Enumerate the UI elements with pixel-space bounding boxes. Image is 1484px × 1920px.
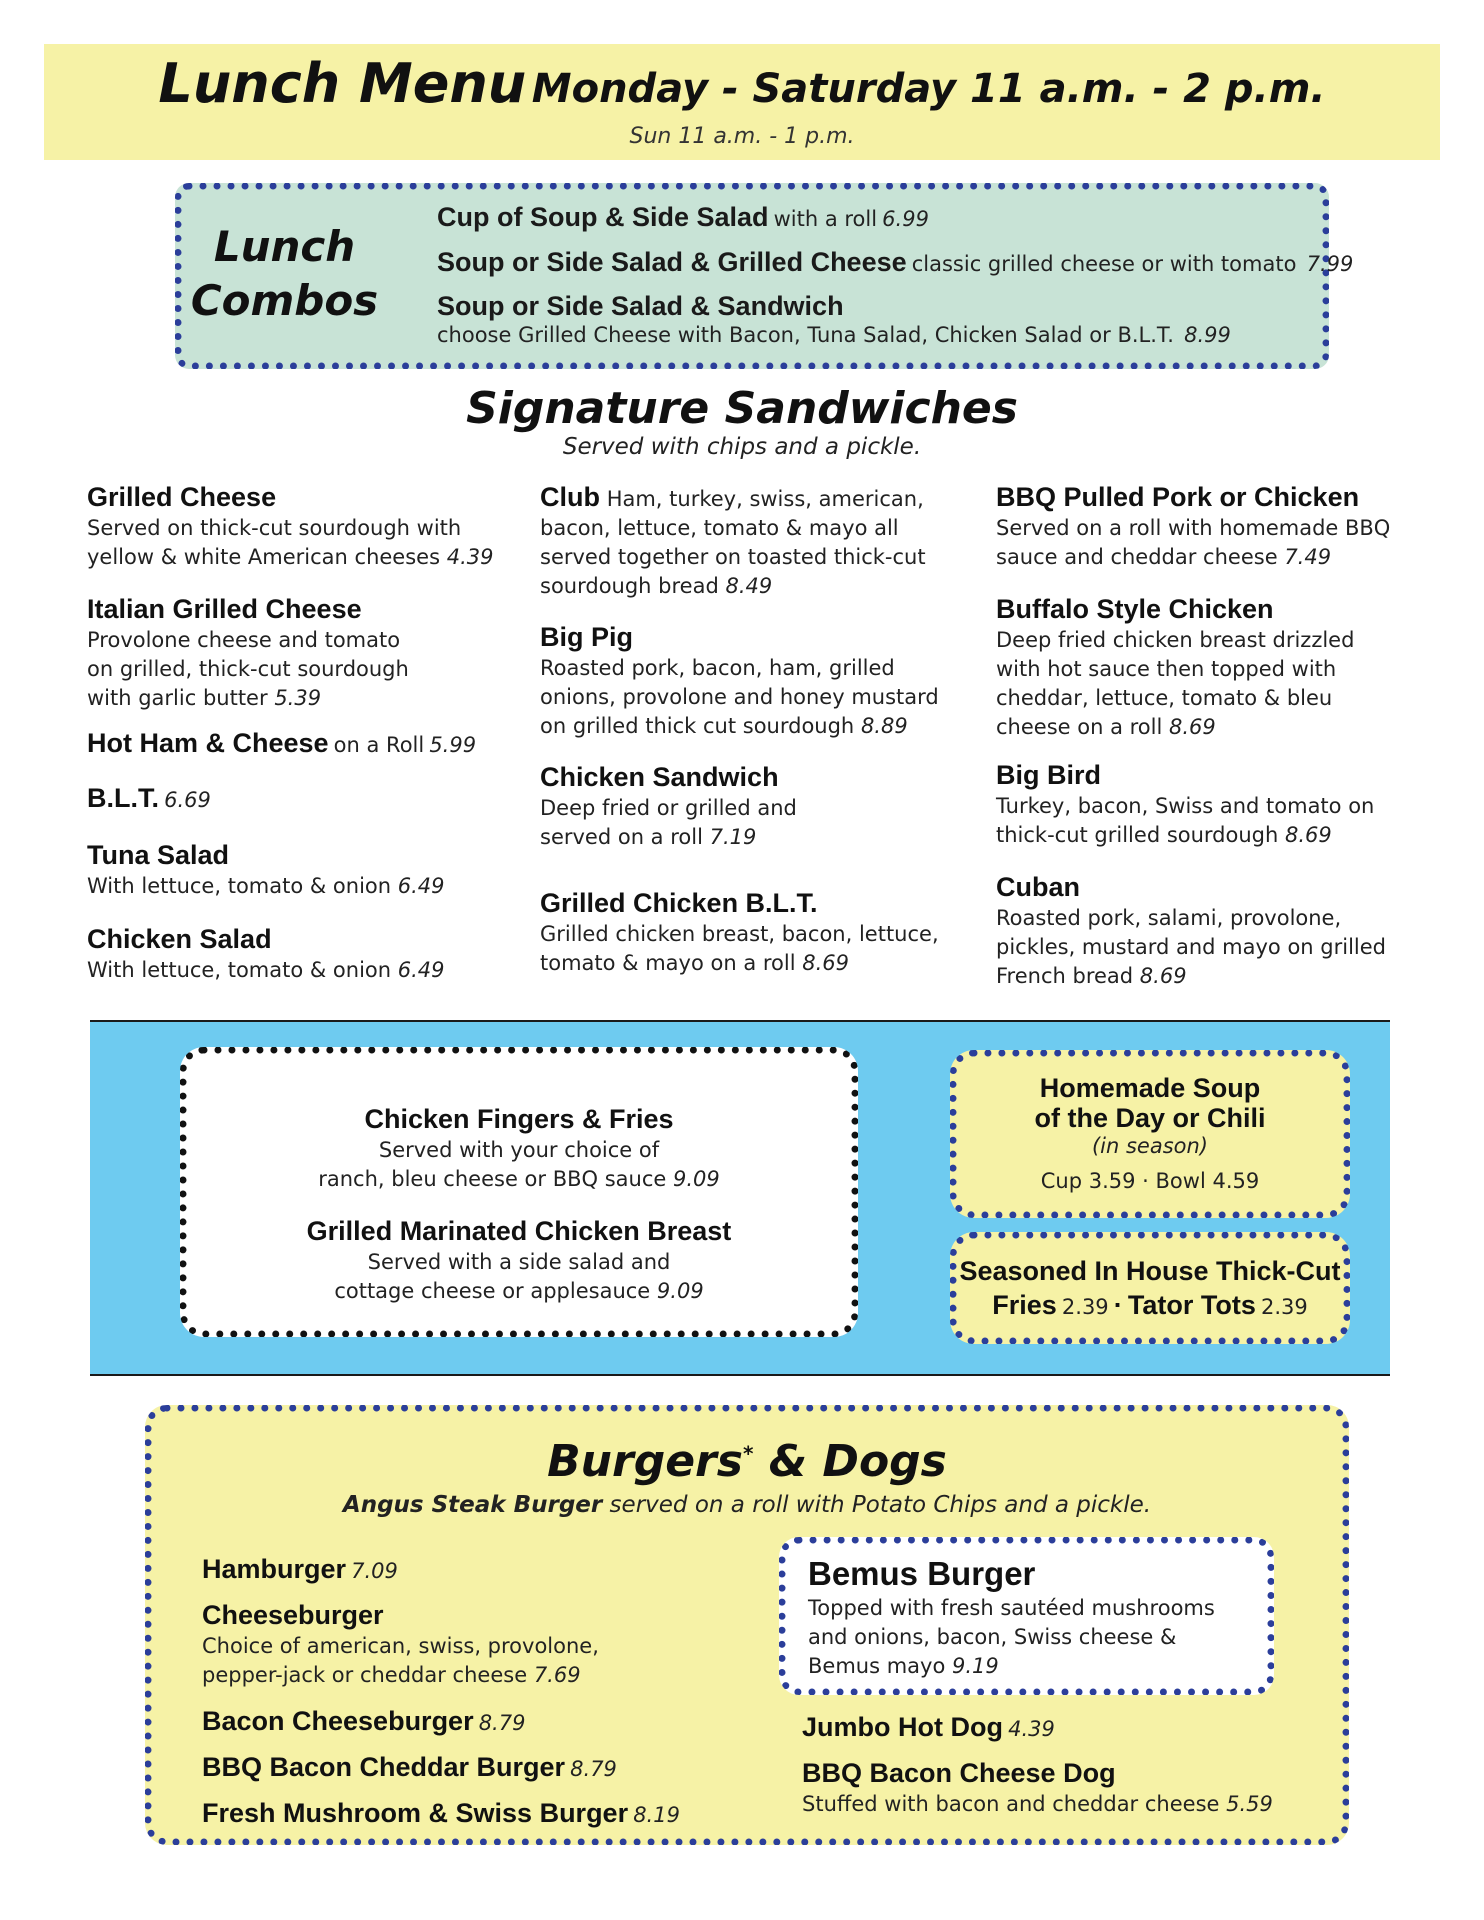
item-name: Chicken Fingers & Fries: [364, 1104, 674, 1134]
item-name: Big Bird: [996, 760, 1101, 790]
item-name: B.L.T.: [87, 783, 159, 813]
item-price: 8.19: [633, 1803, 680, 1827]
combo-price: 6.99: [882, 207, 929, 231]
dogs-col: [802, 1710, 1302, 1819]
combo-item: [437, 247, 1353, 278]
combo-item: [437, 291, 844, 322]
item-desc: With lettuce, tomato & onion: [87, 874, 392, 898]
item-name: Cheeseburger: [202, 1600, 384, 1630]
item-desc: Roasted pork, salami, provolone, pickles, mustard and mayo on grilled French bread: [996, 906, 1387, 988]
combo-item-desc-line: [437, 323, 1231, 347]
menu-item: [87, 726, 527, 781]
item-desc: Grilled chicken breast, bacon, lettuce, tomato & mayo on a roll: [540, 922, 939, 975]
tots-name: Tator Tots: [1127, 1290, 1256, 1320]
item-price: 5.99: [429, 733, 477, 757]
item-name: Hot Ham & Cheese: [87, 728, 329, 758]
soup-season: (in season): [1091, 1134, 1209, 1158]
signature-col-3: [996, 480, 1436, 991]
burgers-left-col: [202, 1552, 722, 1830]
item-price: 4.39: [446, 545, 494, 569]
item-price: 9.09: [656, 1279, 704, 1303]
item-name: Bemus Burger: [808, 1555, 1036, 1592]
menu-item: [996, 480, 1436, 592]
burgers-subtitle: Angus Steak Burger served on a roll with Potato Chips and a pickle.: [342, 1492, 1152, 1518]
item-price: 8.79: [570, 1757, 617, 1781]
menu-item: [87, 838, 527, 922]
bemus-burger-box: [779, 1537, 1274, 1695]
item-price: 4.39: [1008, 1717, 1055, 1741]
item-desc: Topped with fresh sautéed mushrooms and onions, bacon, Swiss cheese & Bemus mayo: [808, 1596, 1215, 1678]
menu-item: [802, 1710, 1302, 1756]
item-price: 8.69: [1139, 964, 1187, 988]
soup-prices: Cup 3.59 · Bowl 4.59: [1040, 1169, 1260, 1193]
combo-name: Cup of Soup & Side Salad: [437, 202, 769, 232]
item-name: BBQ Bacon Cheese Dog: [802, 1758, 1116, 1788]
soup-title-line2: of the Day or Chili: [1034, 1103, 1266, 1133]
menu-item: [202, 1598, 722, 1704]
sunday-hours: Sun 11 a.m. - 1 p.m.: [629, 124, 855, 149]
menu-item: [187, 1214, 851, 1306]
item-price: 8.79: [478, 1711, 526, 1735]
item-name: BBQ Bacon Cheddar Burger: [202, 1752, 566, 1782]
menu-item: [540, 760, 980, 886]
item-desc: Served with your choice of: [378, 1138, 660, 1162]
item-price: 9.19: [952, 1654, 999, 1678]
lunch-combos-box: [175, 183, 1354, 369]
item-desc: cottage cheese or applesauce: [334, 1279, 651, 1303]
item-name: Italian Grilled Cheese: [87, 594, 362, 624]
menu-item: [540, 480, 980, 620]
item-price: 8.69: [1169, 715, 1216, 739]
item-price: 8.69: [1285, 823, 1332, 847]
menu-item: [808, 1554, 1248, 1681]
item-name: Cuban: [996, 872, 1080, 902]
menu-item: [996, 758, 1436, 870]
menu-item: [87, 592, 527, 726]
item-desc: Served on thick-cut sourdough with yellow & white American cheeses: [87, 516, 462, 569]
menu-item: [202, 1750, 722, 1796]
menu-item: [202, 1552, 722, 1598]
burger-asterisk: *: [742, 1441, 754, 1466]
item-price: 6.49: [397, 874, 445, 898]
item-price: 5.39: [274, 686, 322, 710]
menu-item: [202, 1704, 722, 1750]
signature-subtitle: Served with chips and a pickle.: [562, 434, 922, 460]
fries-title: Seasoned In House Thick-Cut: [959, 1256, 1341, 1286]
page-title: Lunch Menu: [158, 52, 527, 115]
combos-title: Lunch Combos: [190, 222, 379, 325]
combo-item: [437, 202, 929, 233]
item-price: 8.89: [860, 714, 908, 738]
tots-price: 2.39: [1260, 1295, 1308, 1319]
item-desc: ranch, bleu cheese or BBQ sauce: [318, 1167, 667, 1191]
item-name: Hamburger: [202, 1554, 347, 1584]
separator: ·: [1113, 1290, 1123, 1320]
menu-item: [202, 1796, 722, 1830]
item-name: BBQ Pulled Pork or Chicken: [996, 482, 1360, 512]
item-name: Bacon Cheeseburger: [202, 1706, 474, 1736]
item-price: 5.59: [1226, 1792, 1273, 1816]
item-desc: Ham, turkey, swiss, american, bacon, lettuce, tomato & mayo all served together on toasted thick-cut sourdough bread: [540, 487, 926, 598]
menu-item: [540, 620, 980, 760]
item-desc: With lettuce, tomato & onion: [87, 958, 392, 982]
item-name: Club: [540, 482, 600, 512]
soup-box: [950, 1050, 1350, 1218]
item-desc: Served with a side salad and: [367, 1250, 671, 1274]
burgers-dogs-box: [145, 1405, 1349, 1845]
item-price: 6.69: [164, 788, 211, 812]
item-price: 7.69: [533, 1663, 581, 1687]
item-desc: Deep fried or grilled and served on a roll: [540, 796, 797, 849]
item-name: Tuna Salad: [87, 840, 230, 870]
fries-name: Fries: [992, 1290, 1057, 1320]
item-desc: Choice of american, swiss, provolone, pepper-jack or cheddar cheese: [202, 1634, 599, 1687]
item-name: Jumbo Hot Dog: [802, 1712, 1003, 1742]
menu-item: [87, 480, 527, 592]
combo-price: 7.99: [1306, 252, 1354, 276]
weekday-hours: Monday - Saturday 11 a.m. - 2 p.m.: [531, 66, 1326, 112]
menu-item: [187, 1102, 851, 1194]
item-name: Grilled Cheese: [87, 482, 277, 512]
menu-item: [87, 922, 527, 985]
signature-col-1: [87, 480, 527, 985]
item-price: 9.09: [673, 1167, 720, 1191]
combo-price: 8.99: [1184, 323, 1231, 347]
header-banner: [44, 44, 1440, 160]
item-name: Fresh Mushroom & Swiss Burger: [202, 1798, 629, 1828]
signature-title: Signature Sandwiches: [466, 383, 1018, 434]
item-price: 7.09: [351, 1559, 398, 1583]
combo-desc: choose Grilled Cheese with Bacon, Tuna Salad, Chicken Salad or B.L.T.: [437, 323, 1174, 347]
menu-item: [87, 781, 527, 838]
menu-item: [996, 592, 1436, 758]
combo-desc: with a roll: [773, 207, 878, 231]
item-name: Grilled Chicken B.L.T.: [540, 888, 818, 918]
combo-name: Soup or Side Salad & Sandwich: [437, 291, 844, 321]
item-price: 6.49: [397, 958, 445, 982]
item-name: Buffalo Style Chicken: [996, 594, 1274, 624]
menu-item: [996, 870, 1436, 991]
item-price: 8.49: [725, 574, 773, 598]
header-title-row: [44, 52, 1440, 115]
fries-price: 2.39: [1061, 1295, 1109, 1319]
combo-name: Soup or Side Salad & Grilled Cheese: [437, 247, 907, 277]
item-price: 8.69: [802, 951, 850, 975]
combo-desc: classic grilled cheese or with tomato: [911, 252, 1297, 276]
item-desc: Roasted pork, bacon, ham, grilled onions, provolone and honey mustard on grilled thick cut sourdough: [540, 656, 939, 738]
item-desc: Stuffed with bacon and cheddar cheese: [802, 1792, 1220, 1816]
item-desc: Deep fried chicken breast drizzled with hot sauce then topped with cheddar, lettuce, tomato & bleu cheese on a roll: [996, 628, 1355, 739]
item-inline: on a Roll: [333, 733, 425, 757]
item-desc: Provolone cheese and tomato on grilled, thick-cut sourdough with garlic butter: [87, 628, 409, 710]
chicken-box: [180, 1047, 858, 1337]
item-price: 7.49: [1284, 545, 1332, 569]
menu-item: [802, 1756, 1302, 1819]
menu-item: [540, 886, 980, 978]
item-name: Chicken Salad: [87, 924, 272, 954]
soup-title-line1: Homemade Soup: [1039, 1073, 1261, 1103]
item-desc: Turkey, bacon, Swiss and tomato on thick-cut grilled sourdough: [996, 794, 1375, 847]
signature-col-2: [540, 480, 980, 978]
item-name: Grilled Marinated Chicken Breast: [306, 1216, 732, 1246]
item-desc: Served on a roll with homemade BBQ sauce and cheddar cheese: [996, 516, 1391, 569]
burgers-title: Burgers* & Dogs: [547, 1436, 947, 1487]
item-name: Big Pig: [540, 622, 633, 652]
fries-box: [950, 1232, 1350, 1344]
item-name: Chicken Sandwich: [540, 762, 779, 792]
item-price: 7.19: [709, 825, 757, 849]
